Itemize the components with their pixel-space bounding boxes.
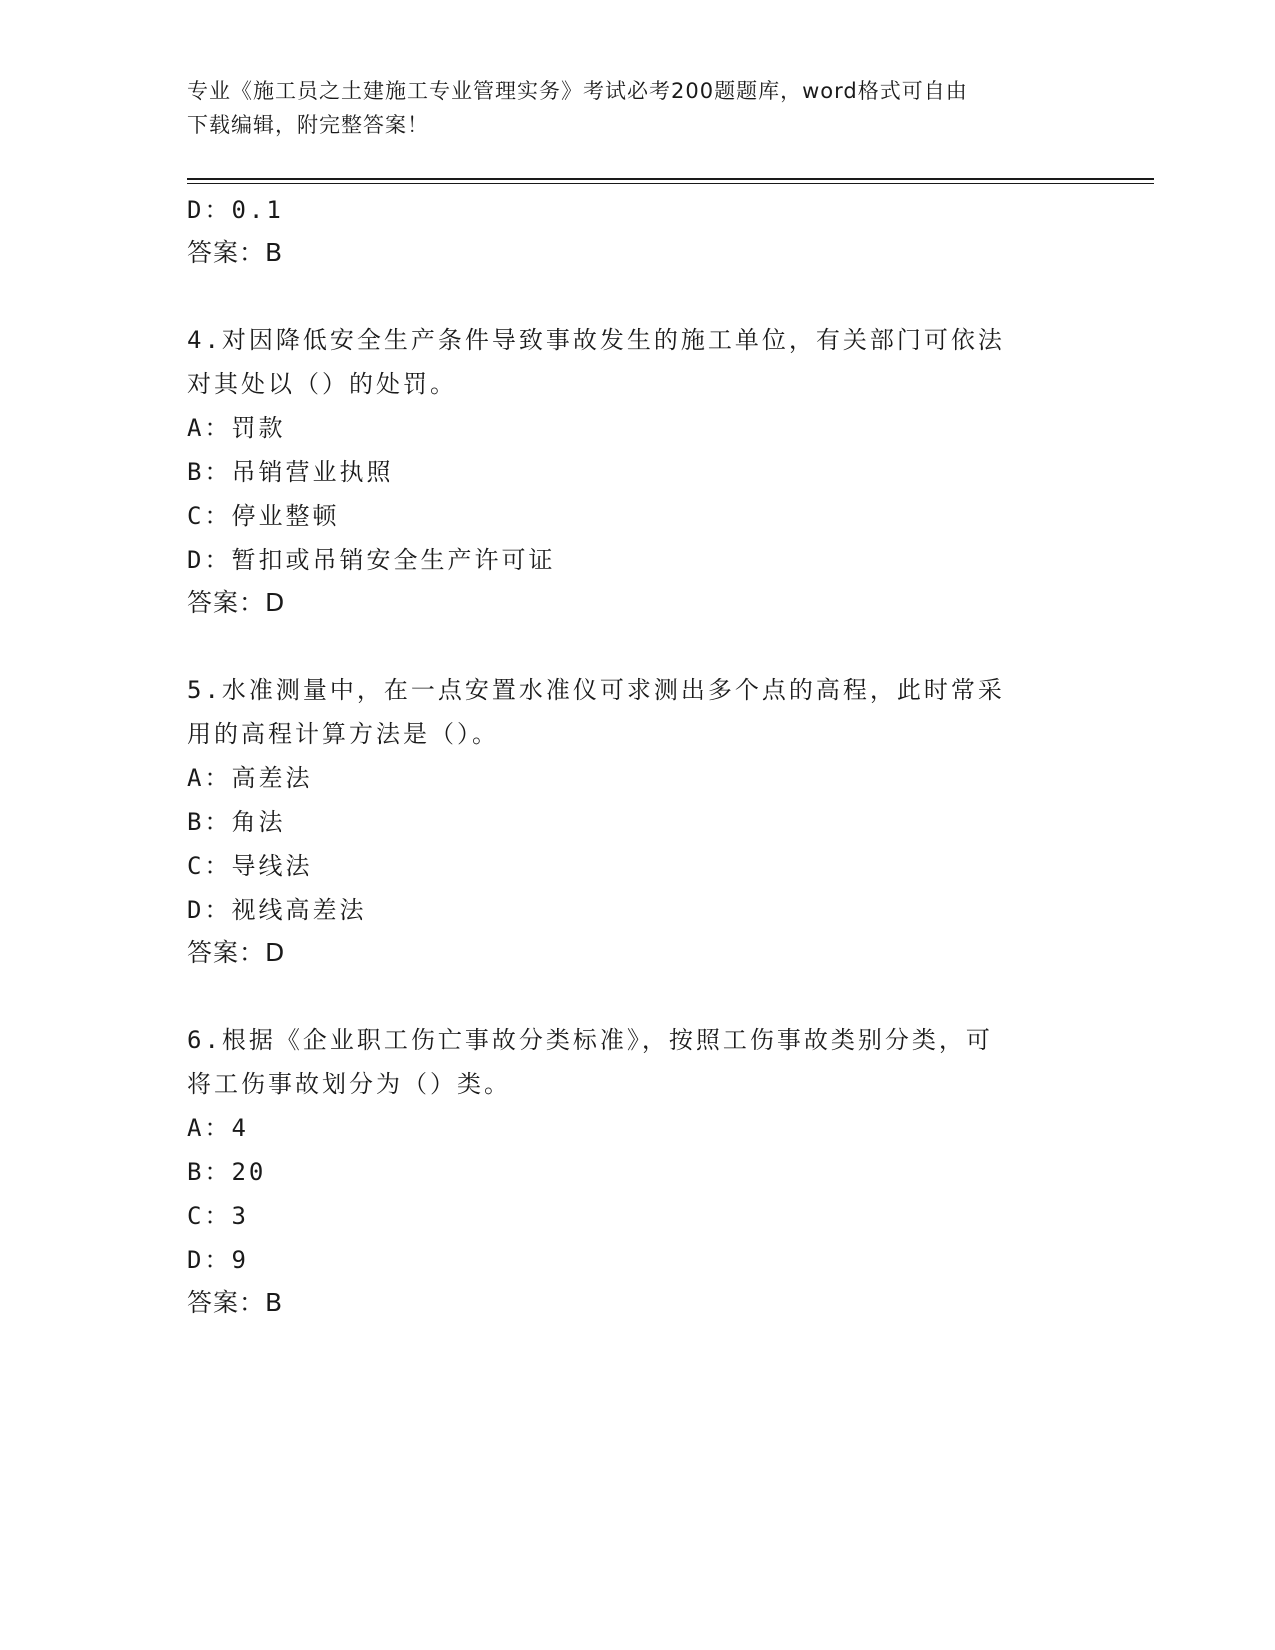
q6-option-b: B：20 bbox=[187, 1158, 267, 1186]
q5-option-d: D：视线高差法 bbox=[187, 896, 367, 924]
q4-stem-line-1: 4.对因降低安全生产条件导致事故发生的施工单位，有关部门可依法 bbox=[187, 326, 1005, 354]
q6-stem-line-1: 6.根据《企业职工伤亡事故分类标准》，按照工伤事故类别分类，可 bbox=[187, 1026, 993, 1054]
q4-option-b: B：吊销营业执照 bbox=[187, 458, 394, 486]
prev-option-d: D：0.1 bbox=[187, 196, 284, 224]
q5-stem-line-2: 用的高程计算方法是（）。 bbox=[187, 720, 499, 748]
q6-answer: 答案：B bbox=[187, 1288, 284, 1317]
q5-stem-line-1: 5.水准测量中，在一点安置水准仪可求测出多个点的高程，此时常采 bbox=[187, 676, 1005, 704]
header-line-1: 专业《施工员之土建施工专业管理实务》考试必考200题题库，word格式可自由 bbox=[187, 79, 968, 103]
q4-option-c: C：停业整顿 bbox=[187, 502, 340, 530]
q5-option-a: A：高差法 bbox=[187, 764, 313, 792]
q6-option-d: D：9 bbox=[187, 1246, 249, 1274]
q6-option-c: C：3 bbox=[187, 1202, 249, 1230]
q4-stem-line-2: 对其处以（）的处罚。 bbox=[187, 370, 457, 398]
q4-answer: 答案：D bbox=[187, 588, 286, 617]
q4-option-d: D：暂扣或吊销安全生产许可证 bbox=[187, 546, 556, 574]
q4-option-a: A：罚款 bbox=[187, 414, 286, 442]
header-line-2: 下载编辑，附完整答案！ bbox=[187, 113, 429, 137]
document-header bbox=[187, 74, 1087, 142]
prev-answer: 答案：B bbox=[187, 238, 284, 267]
q5-option-c: C：导线法 bbox=[187, 852, 313, 880]
q5-option-b: B：角法 bbox=[187, 808, 286, 836]
header-divider-thin bbox=[187, 183, 1154, 184]
q6-option-a: A：4 bbox=[187, 1114, 249, 1142]
header-divider-thick bbox=[187, 178, 1154, 180]
q5-answer: 答案：D bbox=[187, 938, 286, 967]
q6-stem-line-2: 将工伤事故划分为（）类。 bbox=[187, 1070, 511, 1098]
